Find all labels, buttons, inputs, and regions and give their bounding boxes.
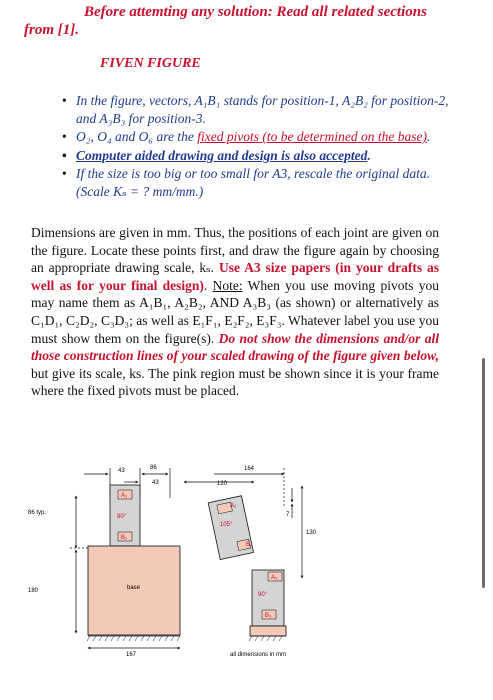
bullet-positions-text: In the figure, vectors, A₁B₁ stands for position-1, A₂B₂ for position-2, and A₃B₃ for position-3. bbox=[76, 93, 449, 126]
bullet-positions bbox=[62, 92, 462, 127]
para-note-label: Note: bbox=[212, 277, 243, 293]
bullet-cad-post: . bbox=[367, 147, 371, 163]
dim-86: 86 bbox=[150, 465, 157, 471]
cad-accepted-link[interactable]: Computer aided drawing and design is also accepted bbox=[76, 147, 368, 163]
bullet-rescale-text: If the size is too big or too small for A3, rescale the original data. (Scale Kₛ = ? mm/mm.) bbox=[76, 166, 430, 199]
dim-86-typ: 86 typ. bbox=[28, 510, 47, 516]
para-sep: . bbox=[203, 277, 213, 293]
section-title: FIVEN FIGURE bbox=[100, 56, 201, 71]
label-b1: B₁ bbox=[121, 535, 128, 541]
dim-167: 167 bbox=[126, 652, 137, 658]
angle-90-pos3: 90° bbox=[258, 592, 268, 598]
para-do-not-show: Do not show the dimensions and/or all those construction lines of your scaled drawing of the figure given below, bbox=[31, 330, 439, 364]
para-a3-requirement: Use A3 size papers (in your drafts as well as for your final design) bbox=[31, 260, 439, 293]
dim-180: 180 bbox=[28, 588, 39, 594]
label-a3: A₃ bbox=[271, 575, 278, 581]
label-a2: A₂ bbox=[230, 503, 237, 509]
bullet-rescale bbox=[62, 165, 462, 200]
para-moving-pivots: When you use moving pivots you may name them as A₁B₁, A₂B₂, AND A₃B₃ (as shown) or alternatively as C₁D₁, C₂D₂, C₃D₃; as well as E₁F₁, E₂F₂, E₃F₃. Whatever label you use you must show them on the figure(s). bbox=[31, 277, 440, 346]
para-scale-note: but give its scale, ks. The pink region must be shown since it is your frame where the fixed pivots must be placed. bbox=[31, 365, 439, 399]
label-a1: A₁ bbox=[121, 493, 128, 499]
dim-43-top: 43 bbox=[118, 468, 125, 474]
mechanism-figure bbox=[24, 458, 324, 683]
base-frame-right bbox=[250, 626, 286, 636]
header-instruction-line2: from [1]. bbox=[24, 22, 79, 38]
dim-43-second: 43 bbox=[152, 480, 159, 486]
dim-164: 164 bbox=[244, 466, 255, 472]
units-note: all dimensions in mm bbox=[230, 652, 287, 658]
label-base: base bbox=[127, 585, 141, 591]
dim-7: 7 bbox=[286, 512, 290, 518]
instructions-paragraph bbox=[31, 224, 439, 400]
dim-130: 130 bbox=[306, 530, 317, 536]
label-b2: B₂ bbox=[246, 542, 253, 548]
fixed-pivots-link[interactable]: fixed pivots (to be determined on the base) bbox=[197, 129, 428, 144]
angle-105: 105° bbox=[220, 522, 233, 528]
ground-hatching-right bbox=[249, 636, 282, 641]
bullet-fixed-pivots-post: . bbox=[427, 129, 431, 144]
dim-120: 120 bbox=[217, 481, 228, 487]
label-b3: B₃ bbox=[265, 613, 272, 619]
bullet-cad bbox=[62, 147, 462, 165]
ground-hatching-left bbox=[87, 636, 180, 641]
bullet-fixed-pivots-pre: O₂, O₄ and O₆ are the bbox=[76, 129, 198, 144]
right-dimension-lines bbox=[292, 486, 302, 578]
angle-90-pos1: 90° bbox=[117, 514, 127, 520]
header-instruction-line1: Before attemting any solution: Read all related sections bbox=[84, 4, 427, 20]
para-dimensions: Dimensions are given in mm. Thus, the positions of each joint are given on the figure. Locate these points first, and draw the figure again by choosing an appropriate drawing scale, kₛ. bbox=[31, 225, 439, 276]
instruction-bullets bbox=[62, 92, 462, 201]
bullet-fixed-pivots bbox=[62, 128, 462, 146]
scrollbar[interactable] bbox=[482, 358, 485, 588]
